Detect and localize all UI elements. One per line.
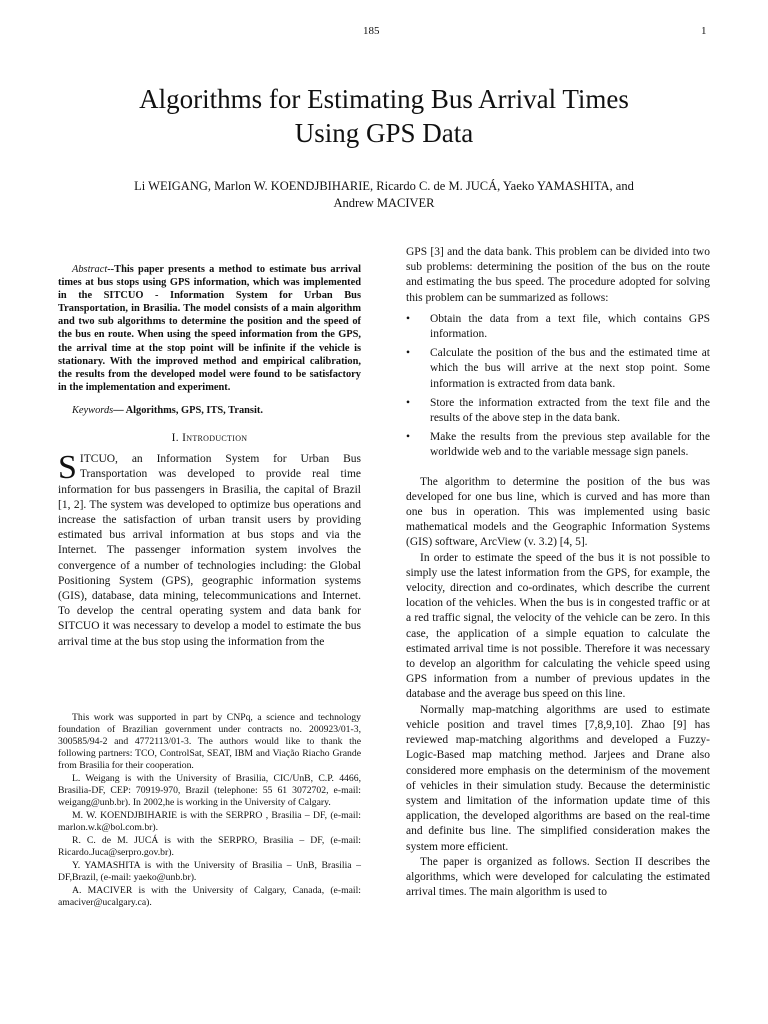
body-paragraph: Normally map-matching algorithms are used to estimate vehicle position and travel times [7,8,9,10]. Zhao [9] has reviewed map-matching algorithms and developed a Fuzzy-Logic-Based map matching method. Jarjees and Drane also considered more emphasis on the determinism of the movement of vehicles in their simulation study. Because the deterministic system and limitation of the information update time of this application, the developed algorithms are based on the real-time and definite bus line. The simplified consideration makes the system more efficient. bbox=[406, 703, 710, 853]
list-item bbox=[406, 346, 710, 392]
page-number-right: 1 bbox=[701, 25, 707, 37]
authors-line-1: Li WEIGANG, Marlon W. KOENDJBIHARIE, Ricardo C. de M. JUCÁ, Yaeko YAMASHITA, and bbox=[134, 179, 634, 193]
abstract-text: --This paper presents a method to estimate bus arrival times at bus stops using GPS information, which was implemented in the SITCUO - Information System for Urban Bus Transportation, in Brasilia. The model consists of a main algorithm and two sub algorithms to determine the position and the speed of the bus en route. When using the speed information from the GPS, the arrival time at the stop point will be infinite if the vehicle is stationary. With the improved method and empirical calibration, the results from the developed model were found to be satisfactory in the implementation and experiment. bbox=[58, 264, 361, 393]
abstract bbox=[58, 263, 361, 394]
author-list bbox=[80, 178, 688, 212]
body-paragraph: GPS [3] and the data bank. This problem can be divided into two sub problems: determining the position of the bus on the route and estimating the bus speed. The procedure adopted for solving this problem can be summarized as follows: bbox=[406, 246, 710, 304]
footnotes bbox=[58, 712, 361, 910]
bullet-icon: • bbox=[406, 396, 411, 409]
section-heading-introduction bbox=[58, 431, 361, 446]
list-item-text: Obtain the data from a text file, which contains GPS information. bbox=[430, 312, 710, 341]
left-column bbox=[58, 263, 361, 650]
drop-cap: S bbox=[58, 449, 77, 487]
body-paragraph: The algorithm to determine the position of the bus was developed for one bus line, which is curved and has more than one bus in operation. This was implemented using basic mathematical models and the Geographic Information Systems (GIS) software, ArcView (v. 3.2) [4, 5]. bbox=[406, 475, 710, 549]
procedure-list bbox=[406, 312, 710, 461]
list-item bbox=[406, 312, 710, 342]
title-line-2: Using GPS Data bbox=[294, 118, 474, 148]
right-column bbox=[406, 245, 710, 900]
bullet-icon: • bbox=[406, 431, 411, 444]
list-item-text: Make the results from the previous step available for the worldwide web and to the variable message sign panels. bbox=[430, 431, 710, 459]
keywords bbox=[58, 404, 361, 417]
intro-paragraph bbox=[58, 449, 361, 650]
footnote: M. W. KOENDJBIHARIE is with the SERPRO , Brasilia – DF, (e-mail: marlon.w.k@bol.com.br). bbox=[58, 810, 361, 833]
footnote: Y. YAMASHITA is with the University of Brasilia – UnB, Brasilia – DF,Brazil, (e-mail: yaeko@unb.br). bbox=[58, 860, 361, 883]
body-paragraph: In order to estimate the speed of the bus it is not possible to simply use the latest information from the GPS, for example, the velocity, direction and co-ordinates, which describe the current location of the vehicles. When the bus is in congested traffic or at a red traffic signal, the velocity of the vehicle can be zero. In this case, the application of a simple equation to calculate the estimated arrival time is not possible. Therefore it was necessary to develop an algorithm for calculating the vehicle speed using GPS information from a number of previous updates in the database and the average bus speed on this line. bbox=[406, 551, 710, 701]
paper-title bbox=[60, 82, 708, 150]
section-title: Introduction bbox=[182, 431, 248, 444]
title-line-1: Algorithms for Estimating Bus Arrival Times bbox=[139, 84, 629, 114]
page-number-left: 185 bbox=[363, 25, 380, 37]
body-paragraph: The paper is organized as follows. Section II describes the algorithms, which were developed for calculating the estimated arrival times. The main algorithm is used to bbox=[406, 855, 710, 899]
list-item bbox=[406, 430, 710, 460]
keywords-lead: Keywords bbox=[72, 404, 114, 416]
list-item bbox=[406, 396, 710, 426]
keywords-text: — Algorithms, GPS, ITS, Transit. bbox=[113, 404, 263, 416]
footnote: This work was supported in part by CNPq, a science and technology foundation of Brazilian government under contracts no. 200923/01-3, 300585/94-2 and 4772113/01-3. The authors would like to thank the following partners: TCO, ControlSat, SEAT, IBM and Viação Riacho Grande from Brasilia for their cooperation. bbox=[58, 712, 361, 771]
intro-text: ITCUO, an Information System for Urban Bus Transportation was developed to provide real time information for bus passengers in Brasilia, the capital of Brazil [1, 2]. The system was developed to optimize bus operations and increase the satisfaction of urban transit users by providing estimated bus arrival information at bus stops and via the Internet. The passenger information system involves the convergence of a number of technologies including: the Global Positioning System (GPS), geographic information systems (GIS), database, data mining, telecommunications and Internet. To develop the central operating system and data bank for SITCUO it was necessary to develop a model to estimate the bus arrival time at the bus stop using the information from the bbox=[58, 453, 361, 648]
authors-line-2: Andrew MACIVER bbox=[333, 196, 435, 210]
footnote: A. MACIVER is with the University of Calgary, Canada, (e-mail: amaciver@ucalgary.ca). bbox=[58, 885, 361, 908]
section-number: I. bbox=[171, 431, 179, 444]
abstract-lead: Abstract bbox=[72, 264, 108, 275]
bullet-icon: • bbox=[406, 347, 411, 360]
list-item-text: Store the information extracted from the text file and the results of the above step in the data bank. bbox=[430, 396, 710, 425]
footnote: R. C. de M. JUCÁ is with the SERPRO, Brasilia – DF, (e-mail: Ricardo.Juca@serpro.gov.br). bbox=[58, 835, 361, 858]
list-item-text: Calculate the position of the bus and the estimated time at which the bus will arrive at the next stop point. Some information is extracted from data bank. bbox=[430, 347, 710, 390]
footnote: L. Weigang is with the University of Brasilia, CIC/UnB, C.P. 4466, Brasilia-DF, CEP: 70919-970, Brazil (telephone: 55 61 3072702, e-mail: weigang@unb.br). In 2002,he is working in the University of Calgary. bbox=[58, 773, 361, 808]
bullet-icon: • bbox=[406, 312, 411, 325]
